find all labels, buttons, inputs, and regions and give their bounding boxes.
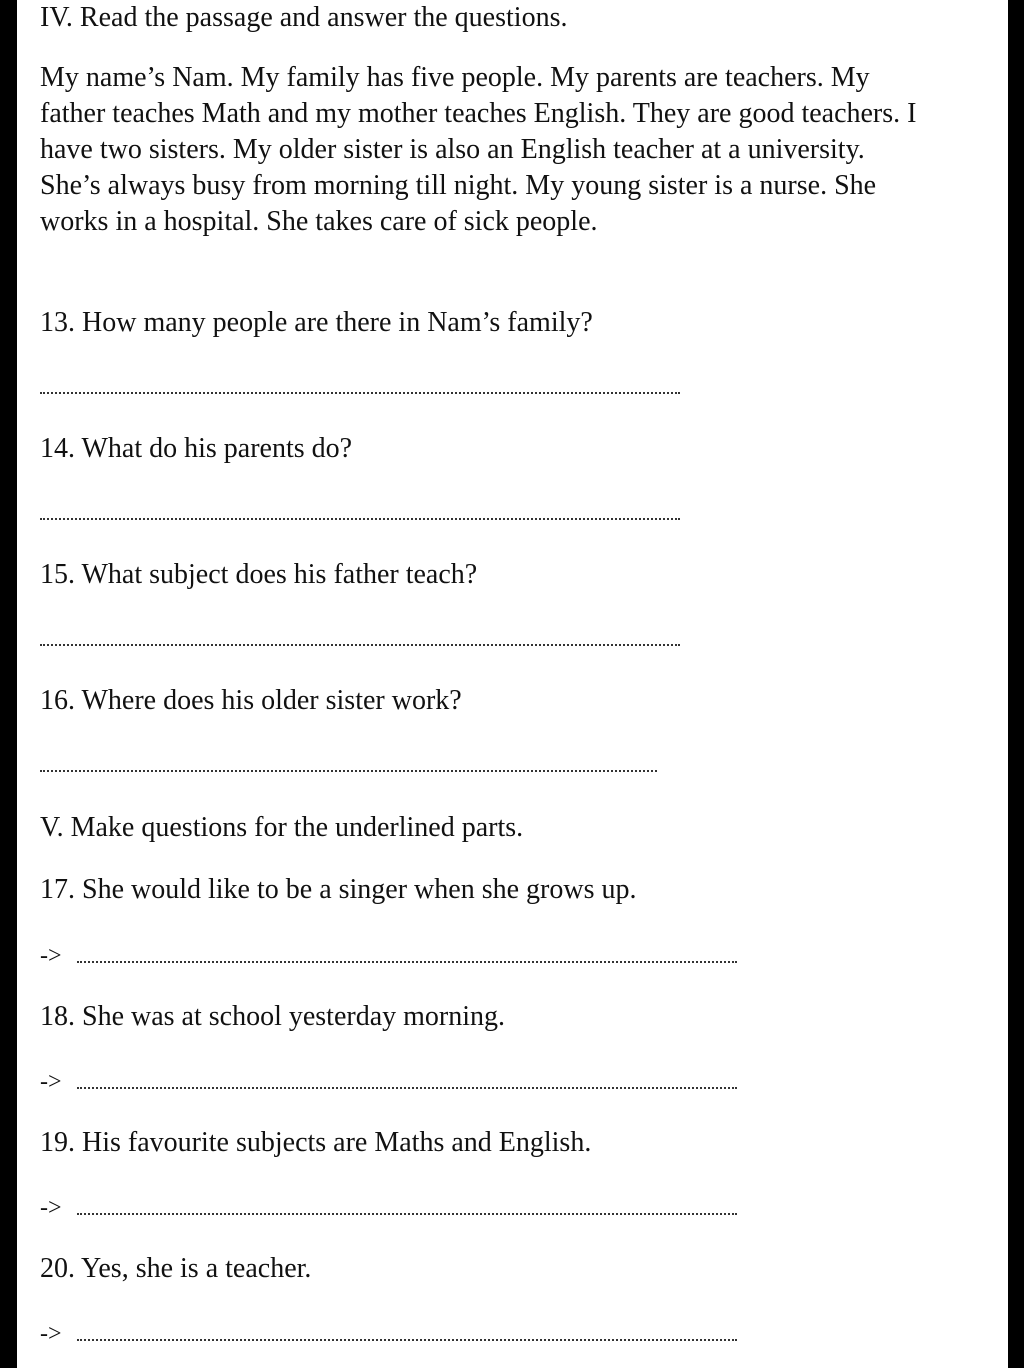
arrow-18: ->	[40, 1069, 62, 1095]
section-iv-heading: IV. Read the passage and answer the questions.	[40, 2, 568, 33]
section-v-heading: V. Make questions for the underlined parts.	[40, 812, 524, 843]
answer-line-18[interactable]	[77, 1087, 737, 1089]
answer-line-15[interactable]	[40, 644, 680, 646]
question-13: 13. How many people are there in Nam’s family?	[40, 307, 593, 338]
answer-line-17[interactable]	[77, 961, 737, 963]
arrow-19: ->	[40, 1195, 62, 1221]
answer-line-16[interactable]	[40, 770, 657, 772]
item-20: 20. Yes, she is a teacher.	[40, 1253, 312, 1284]
answer-line-14[interactable]	[40, 518, 680, 520]
arrow-20: ->	[40, 1321, 62, 1347]
worksheet-page	[17, 0, 1008, 1368]
answer-line-20[interactable]	[77, 1339, 737, 1341]
question-16: 16. Where does his older sister work?	[40, 685, 462, 716]
answer-line-19[interactable]	[77, 1213, 737, 1215]
arrow-17: ->	[40, 943, 62, 969]
question-14: 14. What do his parents do?	[40, 433, 353, 464]
item-19: 19. His favourite subjects are Maths and English.	[40, 1127, 592, 1158]
item-18: 18. She was at school yesterday morning.	[40, 1001, 506, 1032]
item-17: 17. She would like to be a singer when she grows up.	[40, 874, 637, 905]
question-15: 15. What subject does his father teach?	[40, 559, 478, 590]
reading-passage: My name’s Nam. My family has five people. My parents are teachers. My father teaches Math and my mother teaches English. They are good teachers. I have two sisters. My older sister is also an English teacher at a university. She’s always busy from morning till night. My young sister is a nurse. She works in a hospital. She takes care of sick people.	[40, 62, 917, 237]
answer-line-13[interactable]	[40, 392, 680, 394]
